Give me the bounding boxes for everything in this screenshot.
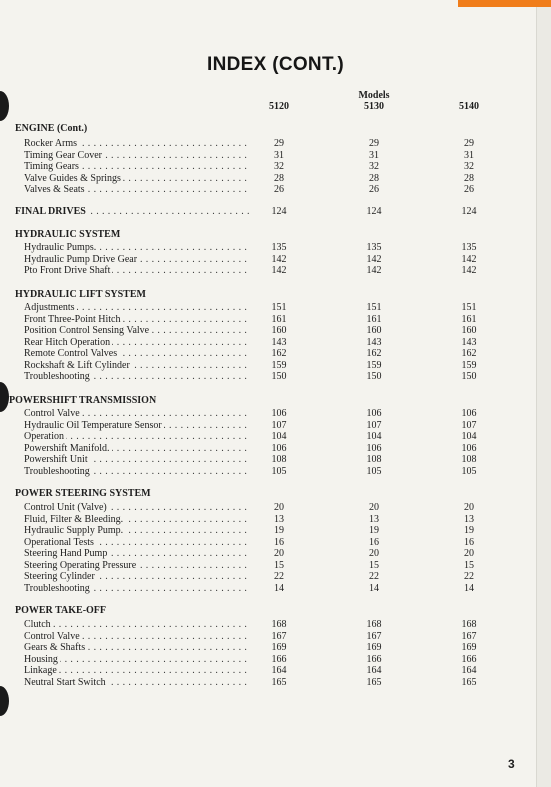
page-ref-5140: 159 [461, 359, 477, 371]
page-ref-5130: 124 [366, 206, 382, 217]
page-ref-5140: 150 [461, 371, 477, 382]
index-entry [0, 242, 551, 254]
page-ref-5130: 162 [366, 348, 382, 359]
entry-label: Troubleshooting . . . [24, 466, 249, 478]
page-ref-5130: 22 [369, 571, 379, 582]
index-entry [0, 337, 551, 349]
index-entry [0, 537, 551, 549]
model-column-5130: 5130 [364, 101, 384, 112]
section-title: HYDRAULIC LIFT SYSTEM [15, 289, 146, 300]
index-entry [0, 265, 551, 277]
page-ref-5140: 160 [461, 325, 477, 336]
index-entry [0, 654, 551, 666]
index-section-row [0, 206, 551, 218]
entry-label: Front Three-Point Hitch . . . [24, 314, 249, 326]
page-ref-5140: 166 [461, 653, 477, 665]
entry-label: Hydraulic Pump Drive Gear . . . [24, 254, 249, 266]
index-entry [0, 548, 551, 560]
page-ref-5140: 29 [464, 138, 474, 149]
page-ref-5120: 168 [271, 619, 287, 630]
page-ref-5120: 15 [274, 559, 284, 571]
page-ref-5130: 168 [366, 619, 382, 630]
page-ref-5130: 29 [369, 138, 379, 149]
entry-label: Housing . . . [24, 654, 249, 666]
page-ref-5130: 32 [369, 161, 379, 172]
index-entry [0, 360, 551, 372]
index-entry [0, 665, 551, 677]
page-ref-5130: 108 [366, 454, 382, 465]
page-ref-5130: 106 [366, 442, 382, 454]
entry-label: Valves & Seats . . . [24, 184, 249, 196]
page-ref-5140: 16 [464, 536, 474, 548]
page-ref-5130: 151 [366, 302, 382, 313]
page-ref-5120: 106 [271, 408, 287, 419]
index-entry [0, 502, 551, 514]
entry-label: Troubleshooting . . . [24, 371, 249, 383]
page-ref-5120: 32 [274, 161, 284, 172]
index-entry [0, 631, 551, 643]
page-ref-5120: 166 [271, 653, 287, 665]
index-entry [0, 314, 551, 326]
page-ref-5120: 16 [274, 536, 284, 548]
page-ref-5130: 28 [369, 172, 379, 184]
page-title: INDEX (CONT.) [207, 54, 344, 75]
page-ref-5130: 105 [366, 465, 382, 477]
page-ref-5140: 15 [464, 559, 474, 571]
page-ref-5120: 159 [271, 359, 287, 371]
page-ref-5140: 124 [461, 206, 477, 217]
entry-label: Position Control Sensing Valve . . . [24, 325, 249, 337]
page-ref-5120: 13 [274, 513, 284, 525]
page-ref-5120: 22 [274, 571, 284, 582]
page-ref-5120: 19 [274, 525, 284, 536]
entry-label: Control Unit (Valve) . . . [24, 502, 249, 514]
page-ref-5130: 135 [366, 242, 382, 253]
page-ref-5120: 31 [274, 149, 284, 161]
entry-label: Timing Gear Cover . . . [24, 150, 249, 162]
index-entry [0, 138, 551, 150]
page-ref-5130: 164 [366, 665, 382, 676]
index-entry [0, 348, 551, 360]
page-ref-5120: 150 [271, 371, 287, 382]
entry-label: Rear Hitch Operation . . . [24, 337, 249, 349]
index-entry [0, 525, 551, 537]
page-ref-5140: 28 [464, 172, 474, 184]
page-ref-5130: 169 [366, 642, 382, 653]
page-ref-5130: 142 [366, 253, 382, 265]
section-title: POWER TAKE-OFF [15, 605, 107, 616]
entry-label: Clutch . . . [24, 619, 249, 631]
models-heading: Models [358, 90, 390, 101]
page-ref-5130: 106 [366, 408, 382, 419]
page-ref-5140: 142 [461, 253, 477, 265]
page-ref-5140: 168 [461, 619, 477, 630]
index-entry [0, 619, 551, 631]
entry-label: Steering Hand Pump . . . [24, 548, 249, 560]
page-ref-5120: 108 [271, 454, 287, 465]
punch-hole [0, 686, 9, 716]
page-ref-5130: 167 [366, 630, 382, 642]
page-ref-5120: 162 [271, 348, 287, 359]
page-ref-5140: 13 [464, 513, 474, 525]
page-ref-5120: 151 [271, 302, 287, 313]
page-ref-5140: 19 [464, 525, 474, 536]
entry-label: Valve Guides & Springs . . . [24, 173, 249, 185]
index-entry [0, 583, 551, 595]
index-entry [0, 254, 551, 266]
section-title: FINAL DRIVES . . . [15, 206, 249, 218]
index-entry [0, 571, 551, 583]
page-ref-5130: 16 [369, 536, 379, 548]
page-ref-5130: 160 [366, 325, 382, 336]
page-ref-5130: 166 [366, 653, 382, 665]
entry-label: Fluid, Filter & Bleeding. . . . [24, 514, 249, 526]
page-ref-5130: 150 [366, 371, 382, 382]
entry-label: Neutral Start Switch . . . [24, 677, 249, 689]
page-ref-5120: 26 [274, 184, 284, 195]
orange-tab-marker [458, 0, 551, 7]
index-entry [0, 642, 551, 654]
index-entry [0, 371, 551, 383]
page-ref-5120: 160 [271, 325, 287, 336]
page-ref-5140: 143 [461, 336, 477, 348]
index-entry [0, 408, 551, 420]
page-ref-5130: 14 [369, 582, 379, 594]
index-entry [0, 325, 551, 337]
page-ref-5130: 104 [366, 431, 382, 442]
entry-label: Adjustments . . . [24, 302, 249, 314]
index-entry [0, 150, 551, 162]
page-ref-5130: 161 [366, 313, 382, 325]
page-ref-5140: 165 [461, 676, 477, 688]
section-title: POWER STEERING SYSTEM [15, 488, 151, 499]
page-ref-5120: 169 [271, 642, 287, 653]
page-ref-5130: 19 [369, 525, 379, 536]
page-ref-5140: 104 [461, 431, 477, 442]
entry-label: Hydraulic Supply Pump. . . . [24, 525, 249, 537]
page-ref-5140: 151 [461, 302, 477, 313]
section-title: HYDRAULIC SYSTEM [15, 229, 121, 240]
entry-label: Remote Control Valves . . . [24, 348, 249, 360]
page-ref-5130: 13 [369, 513, 379, 525]
page-number: 3 [508, 757, 515, 771]
page-ref-5130: 26 [369, 184, 379, 195]
page-ref-5120: 142 [271, 265, 287, 276]
entry-label: Steering Cylinder . . . [24, 571, 249, 583]
entry-label: Troubleshooting . . . [24, 583, 249, 595]
entry-label: Timing Gears . . . [24, 161, 249, 173]
page-ref-5120: 28 [274, 172, 284, 184]
page-ref-5120: 165 [271, 676, 287, 688]
page-ref-5120: 14 [274, 582, 284, 594]
page-ref-5130: 143 [366, 336, 382, 348]
index-entry [0, 466, 551, 478]
entry-label: Powershift Manifold. . . . [24, 443, 249, 455]
page-ref-5130: 15 [369, 559, 379, 571]
entry-label: Operation . . . [24, 431, 249, 443]
page-ref-5140: 142 [461, 265, 477, 276]
index-entry [0, 443, 551, 455]
page-ref-5140: 164 [461, 665, 477, 676]
index-entry [0, 560, 551, 572]
section-title: POWERSHIFT TRANSMISSION [9, 395, 157, 406]
entry-label: Pto Front Drive Shaft . . . [24, 265, 249, 277]
page-ref-5130: 165 [366, 676, 382, 688]
index-entry [0, 454, 551, 466]
page-ref-5130: 107 [366, 419, 382, 431]
page-ref-5140: 135 [461, 242, 477, 253]
page-ref-5140: 169 [461, 642, 477, 653]
page-ref-5140: 14 [464, 582, 474, 594]
page-ref-5140: 167 [461, 630, 477, 642]
entry-label: Hydraulic Oil Temperature Sensor . . . [24, 420, 249, 432]
page-ref-5140: 26 [464, 184, 474, 195]
page-ref-5120: 107 [271, 419, 287, 431]
punch-hole [0, 91, 9, 121]
page-ref-5120: 105 [271, 465, 287, 477]
page-ref-5140: 108 [461, 454, 477, 465]
page-ref-5130: 159 [366, 359, 382, 371]
page-ref-5140: 20 [464, 502, 474, 513]
page-ref-5140: 106 [461, 442, 477, 454]
page-ref-5120: 29 [274, 138, 284, 149]
index-entry [0, 184, 551, 196]
model-column-5120: 5120 [269, 101, 289, 112]
model-column-5140: 5140 [459, 101, 479, 112]
page-ref-5120: 20 [274, 502, 284, 513]
page-ref-5140: 20 [464, 548, 474, 559]
page-ref-5120: 143 [271, 336, 287, 348]
page-ref-5120: 104 [271, 431, 287, 442]
entry-label: Control Valve . . . [24, 631, 249, 643]
page-ref-5120: 164 [271, 665, 287, 676]
entry-label: Hydraulic Pumps. . . . [24, 242, 249, 254]
page-ref-5120: 161 [271, 313, 287, 325]
index-entry [0, 173, 551, 185]
entry-label: Operational Tests . . . [24, 537, 249, 549]
page-ref-5140: 31 [464, 149, 474, 161]
page-ref-5120: 106 [271, 442, 287, 454]
page-ref-5140: 22 [464, 571, 474, 582]
index-entry [0, 677, 551, 689]
page-ref-5120: 135 [271, 242, 287, 253]
page-ref-5130: 31 [369, 149, 379, 161]
page-ref-5140: 161 [461, 313, 477, 325]
page-ref-5120: 142 [271, 253, 287, 265]
entry-label: Steering Operating Pressure . . . [24, 560, 249, 572]
index-entry [0, 161, 551, 173]
page-ref-5120: 20 [274, 548, 284, 559]
entry-label: Control Valve . . . [24, 408, 249, 420]
page-ref-5130: 20 [369, 502, 379, 513]
page-ref-5140: 107 [461, 419, 477, 431]
index-entry [0, 431, 551, 443]
page-ref-5140: 162 [461, 348, 477, 359]
section-title: ENGINE (Cont.) [15, 123, 88, 134]
page-ref-5140: 105 [461, 465, 477, 477]
page-ref-5130: 20 [369, 548, 379, 559]
page-ref-5120: 124 [271, 206, 287, 217]
index-entry [0, 302, 551, 314]
page-ref-5120: 167 [271, 630, 287, 642]
entry-label: Gears & Shafts . . . [24, 642, 249, 654]
entry-label: Rocker Arms . . . [24, 138, 249, 150]
index-entry [0, 514, 551, 526]
entry-label: Linkage . . . [24, 665, 249, 677]
page-ref-5130: 142 [366, 265, 382, 276]
entry-label: Rockshaft & Lift Cylinder . . . [24, 360, 249, 372]
entry-label: Powershift Unit . . . [24, 454, 249, 466]
page-ref-5140: 32 [464, 161, 474, 172]
index-entry [0, 420, 551, 432]
page-ref-5140: 106 [461, 408, 477, 419]
